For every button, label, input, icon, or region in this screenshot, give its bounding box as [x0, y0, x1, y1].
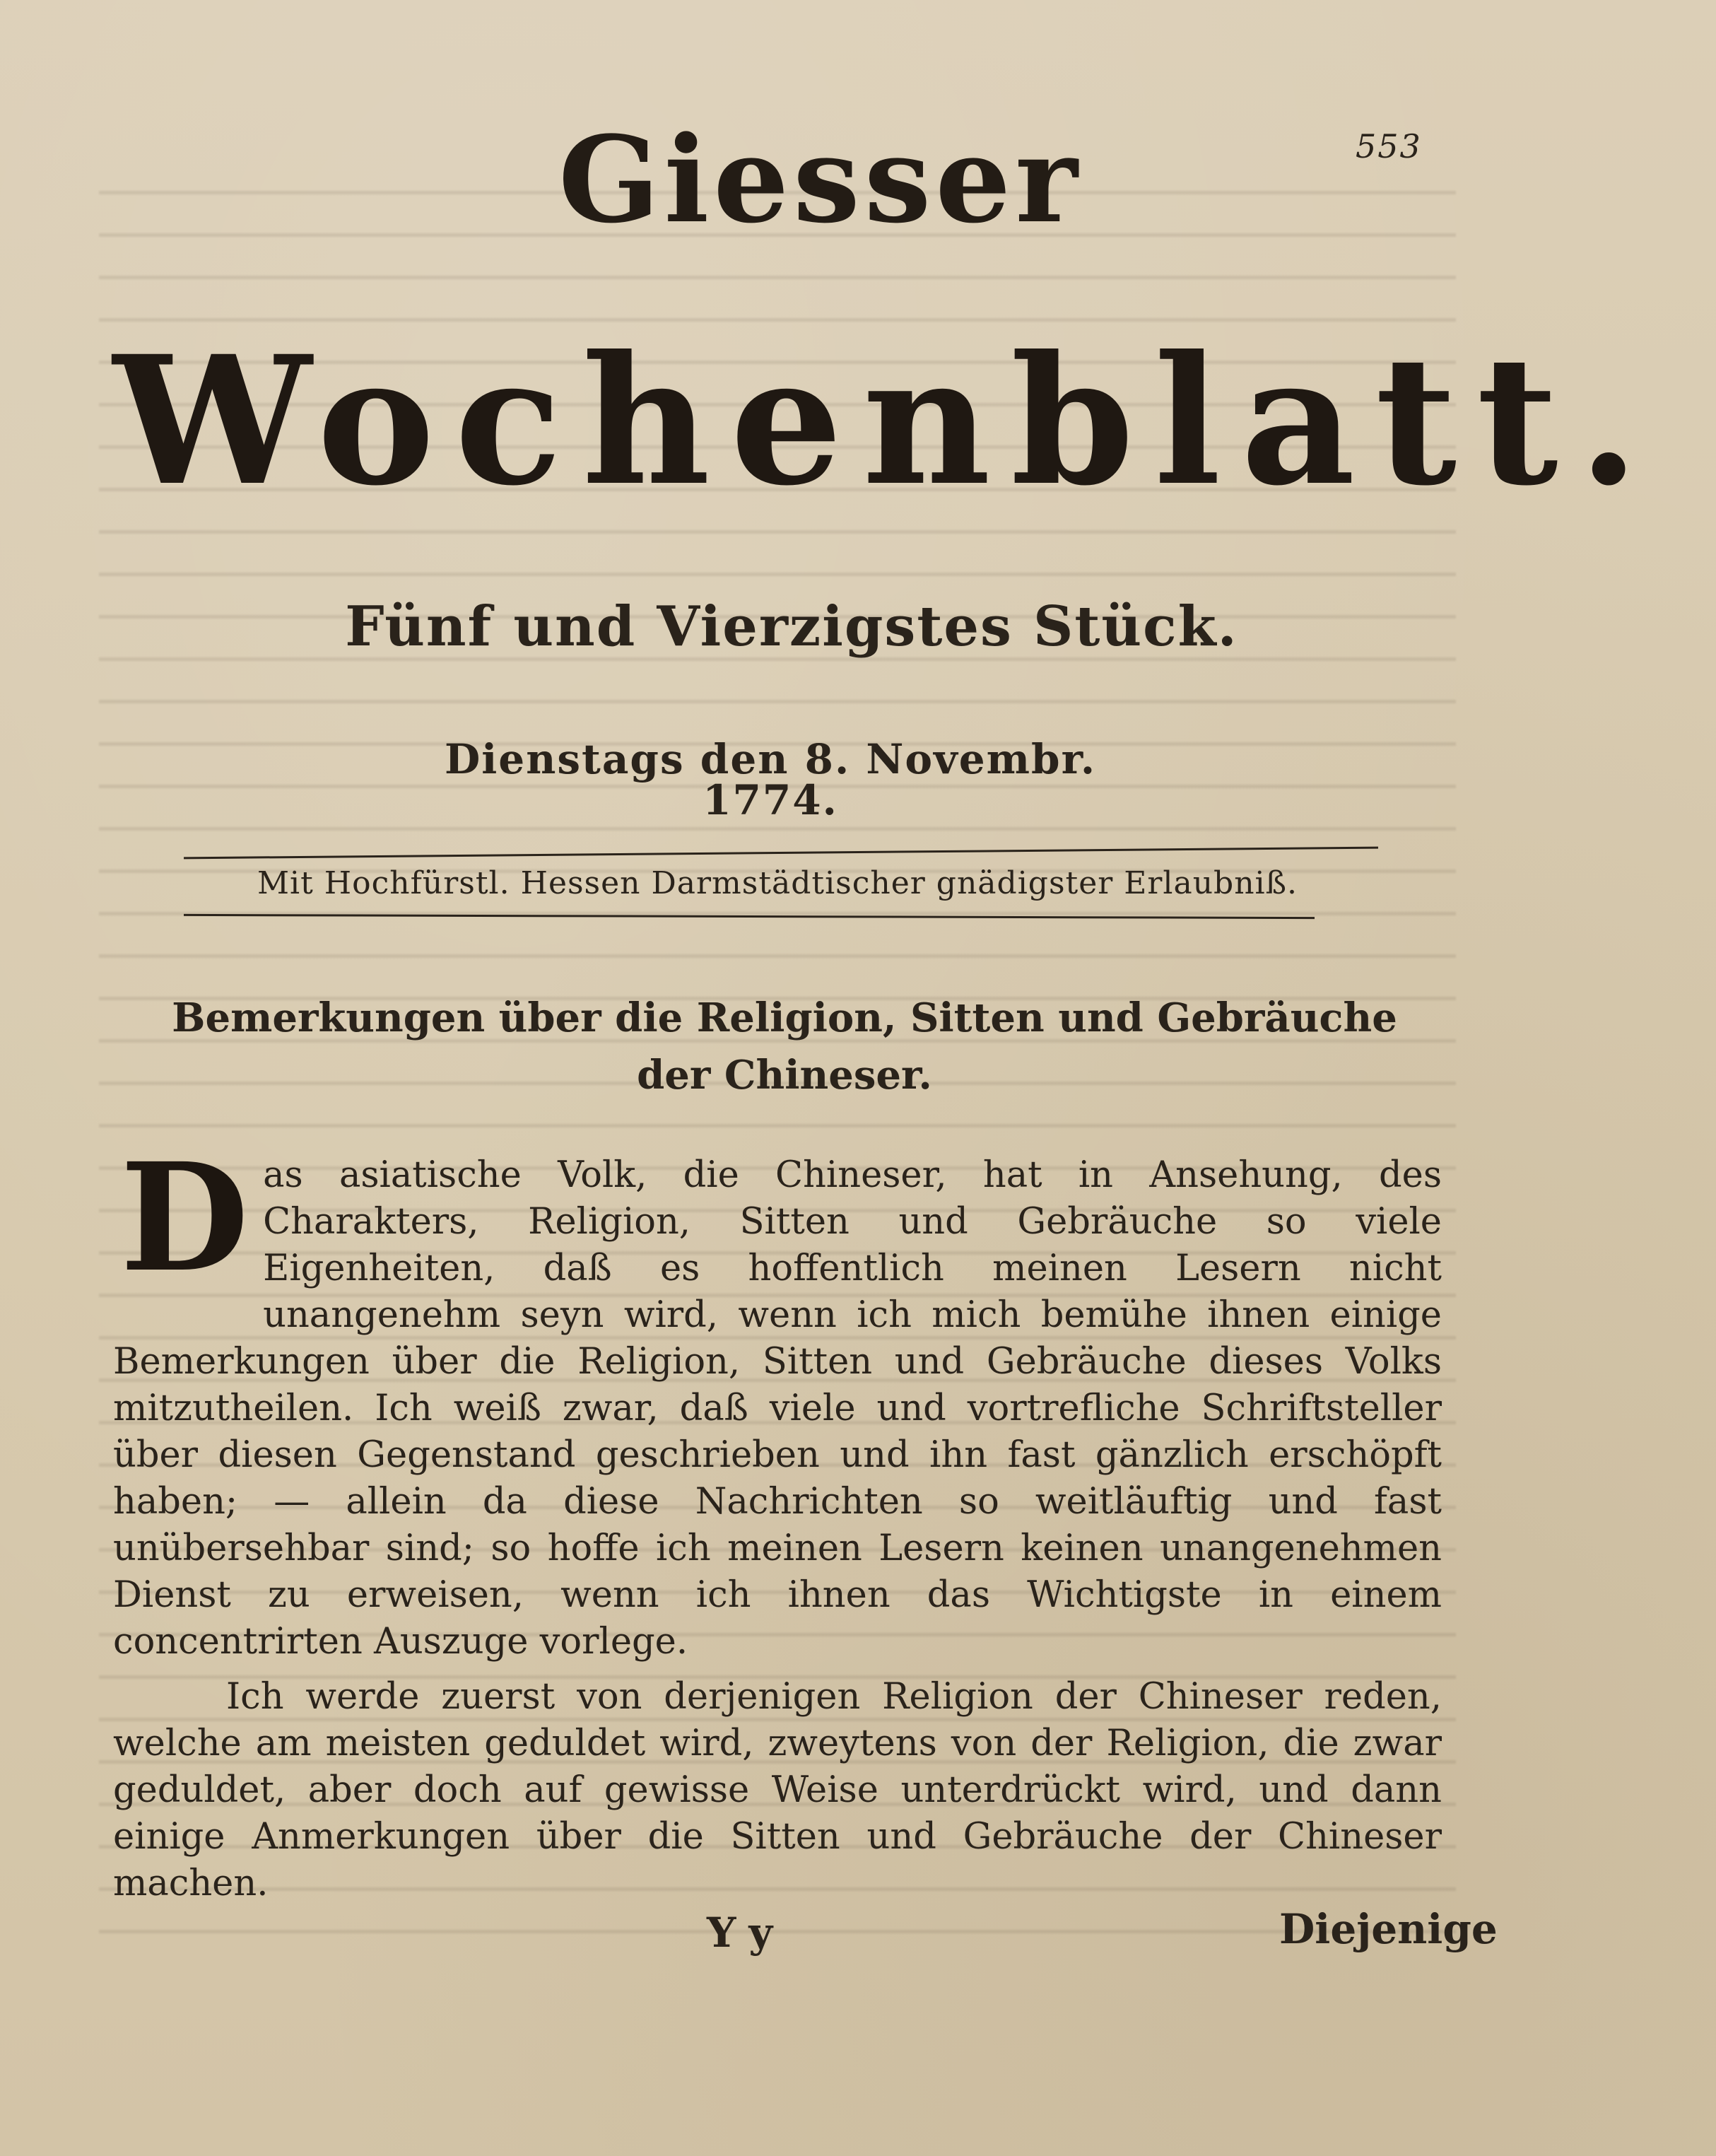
article-title-line-1: Bemerkungen über die Religion, Sitten und Gebräuche	[172, 995, 1397, 1041]
dateline: Dienstags den 8. Novembr. 1774.	[444, 735, 1097, 824]
drop-cap: D	[120, 1130, 249, 1305]
issue-number: Fünf und Vierzigstes Stück.	[345, 594, 1238, 659]
page-number: 553	[1356, 127, 1422, 165]
privilege-notice: Mit Hochfürstl. Hessen Darmstädtischer gnädigster Erlaubniß.	[257, 865, 1298, 901]
catchword: Diejenige	[1279, 1905, 1498, 1953]
masthead-line-1: Giesser	[558, 110, 1082, 250]
paragraph-1-text: as asiatische Volk, die Chineser, hat in Ansehung, des Charakters, Religion, Sitten und Gebräuche so viele Eigenheiten, daß es hoffentlich meinen Lesern nicht unangenehm seyn wird, wenn ich mich bemühe ihnen einige Bemerkungen über die Religion, Sitten und Gebräuche dieses Volks mitzutheilen. Ich weiß zwar, daß viele und vortrefliche Schriftsteller über diesen Gegenstand geschrieben und ihn fast gänzlich erschöpft haben; — allein da diese Nachrichten so weitläuftig und fast unübersehbar sind; so hoffe ich meinen Lesern keinen unangenehmen Dienst zu erweisen, wenn ich ihnen das Wichtigste in einem concentrirten Auszuge vorlege.	[113, 1154, 1442, 1663]
article-paragraph-2: Ich werde zuerst von derjenigen Religion der Chineser reden, welche am meisten geduldet wird, zweytens von der Religion, die zwar geduldet, aber doch auf gewisse Weise unterdrückt wird, und dann einige Anmerkungen über die Sitten und Gebräuche der Chineser machen.	[113, 1676, 1442, 1904]
article-title-line-2: der Chineser.	[637, 1052, 932, 1099]
signature-mark: Yy	[707, 1909, 786, 1957]
article-headline	[155, 990, 1414, 1104]
article-paragraph-1	[113, 1130, 1442, 1665]
masthead-line-2: Wochenblatt.	[113, 317, 1659, 525]
